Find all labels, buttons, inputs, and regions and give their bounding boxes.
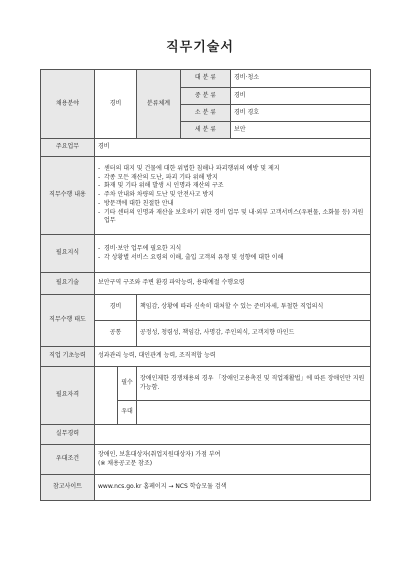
- experience-value: [95, 425, 371, 445]
- preference-value: [95, 445, 371, 475]
- knowledge-list-cell: [95, 235, 371, 273]
- skills-label: 필요기술: [41, 273, 95, 295]
- preference-line: 장애인, 보훈대상자(취업지원대상자) 가점 부여: [98, 450, 221, 458]
- qualification-row-1: [41, 367, 371, 401]
- knowledge-list: [98, 245, 367, 262]
- list-item: - 화재 및 기타 위해 발생 시 인명과 재산의 구조: [98, 182, 367, 191]
- list-item: - 방문객에 대한 친절한 안내: [98, 200, 367, 209]
- experience-row: [41, 425, 371, 445]
- job-description-table: [40, 69, 371, 501]
- qualification-preferred-label: 우대: [118, 401, 137, 425]
- attitude-common-value: 공정성, 청렴성, 책임감, 사명감, 주인의식, 고객지향 마인드: [137, 321, 371, 347]
- preference-label: 우대조건: [41, 445, 95, 475]
- main-duty-row: [41, 139, 371, 157]
- middle-class-value: 경비: [231, 88, 371, 105]
- middle-class-label: 중 분 류: [181, 88, 231, 105]
- skills-value: 보안구역 구조와 주변 환경 파악능력, 용대예절 수행요령: [95, 273, 371, 295]
- skills-row: [41, 273, 371, 295]
- main-duty-label: 주요업무: [41, 139, 95, 157]
- attitude-common-label: 공통: [95, 321, 137, 347]
- field-value: 경비: [95, 70, 137, 139]
- major-class-value: 경비·청소: [231, 70, 371, 88]
- attitude-security-label: 경비: [95, 295, 137, 321]
- qualification-label: 필요자격: [41, 367, 95, 425]
- duty-content-list-cell: [95, 157, 371, 235]
- main-duty-value: 경비: [95, 139, 371, 157]
- reference-label: 참고사이트: [41, 475, 95, 501]
- basic-ability-value: 성과관리 능력, 대인관계 능력, 조직적합 능력: [95, 347, 371, 367]
- preference-row: [41, 445, 371, 475]
- reference-value: www.ncs.go.kr 홈페이지 → NCS 학습모듈 검색: [95, 475, 371, 501]
- field-label: 채용분야: [41, 70, 95, 139]
- attitude-security-value: 책임감, 상황에 따라 신속히 대처할 수 있는 준비자세, 투철한 직업의식: [137, 295, 371, 321]
- detail-class-label: 세 분 류: [181, 122, 231, 139]
- duty-content-label: 직무수행 내용: [41, 157, 95, 235]
- qualification-required-value: 장애인제한 경쟁채용의 경우 「장애인고용촉진 및 직업재활법」에 따른 장애인만 지원 가능함.: [137, 367, 371, 401]
- attitude-label: 직무수행 태도: [41, 295, 95, 347]
- attitude-row-1: [41, 295, 371, 321]
- experience-label: 실무경력: [41, 425, 95, 445]
- knowledge-row: [41, 235, 371, 273]
- basic-ability-label: 직업 기초능력: [41, 347, 95, 367]
- qualification-required-label: 필수: [118, 367, 137, 401]
- list-item: - 기타 센터의 인명과 재산을 보호하기 위한 경비 업무 및 내·외부 고객서비스(우편물, 소화물 등) 지원업무: [98, 209, 367, 226]
- preference-line: (※ 채용공고문 참조): [98, 459, 153, 467]
- category-label: 분류체계: [137, 70, 181, 139]
- minor-class-label: 소 분 류: [181, 105, 231, 122]
- knowledge-label: 필요지식: [41, 235, 95, 273]
- duty-content-row: [41, 157, 371, 235]
- qualification-spacer: [95, 367, 118, 401]
- duty-content-list: [98, 165, 367, 226]
- list-item: - 경비·보안 업무에 필요한 지식: [98, 245, 367, 254]
- major-class-label: 대 분 류: [181, 70, 231, 88]
- list-item: - 주차 안내와 차량의 도난 및 안전사고 방지: [98, 191, 367, 200]
- basic-ability-row: [41, 347, 371, 367]
- classification-row-1: [41, 70, 371, 88]
- qualification-spacer: [95, 401, 118, 425]
- detail-class-value: 보안: [231, 122, 371, 139]
- minor-class-value: 경비 경호: [231, 105, 371, 122]
- list-item: - 각 상황별 서비스 요령의 이해, 출입 고객의 유형 및 성향에 대한 이해: [98, 254, 367, 263]
- reference-row: [41, 475, 371, 501]
- page-title: 직무기술서: [166, 40, 234, 55]
- qualification-preferred-value: [137, 401, 371, 425]
- list-item: - 센터의 대지 및 건물에 대한 위법한 침해나 파괴행위의 예방 및 제지: [98, 165, 367, 174]
- list-item: - 각종 모든 재산의 도난, 파괴 기타 위해 방지: [98, 174, 367, 183]
